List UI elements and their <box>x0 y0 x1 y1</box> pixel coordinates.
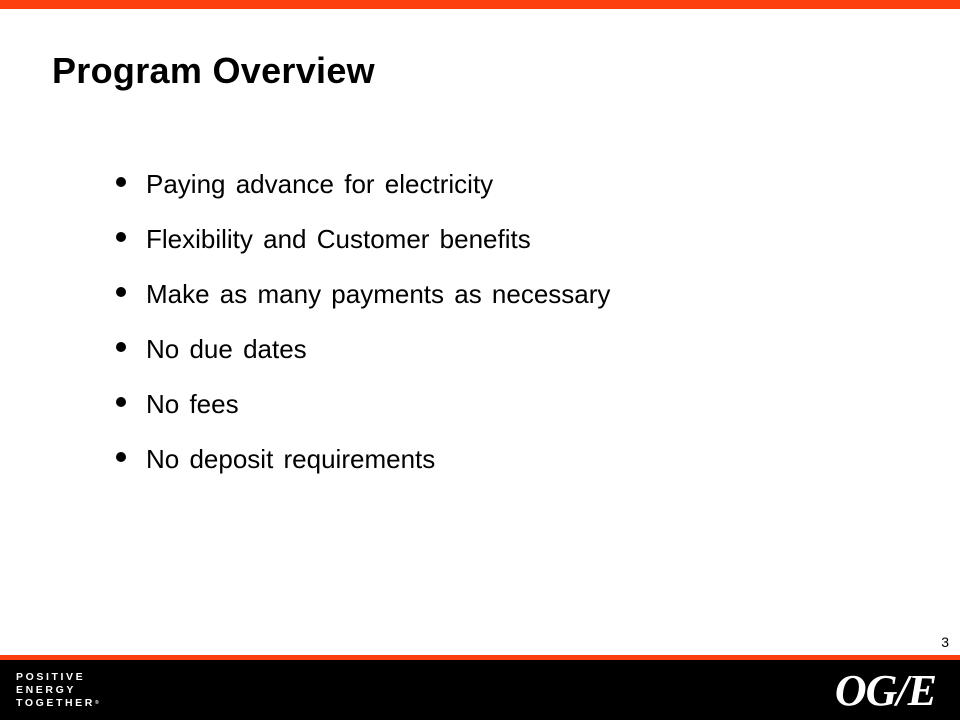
bullet-dot-icon <box>116 232 126 242</box>
bullet-item <box>116 435 610 490</box>
footer-accent-stripe <box>0 655 960 660</box>
bullet-dot-icon <box>116 397 126 407</box>
bullet-dot-icon <box>116 452 126 462</box>
bullet-item <box>116 325 610 380</box>
tagline-line: TOGETHER® <box>16 697 99 709</box>
bullet-text: Make as many payments as necessary <box>146 279 611 309</box>
registered-mark: ® <box>94 700 99 706</box>
bullet-item <box>116 160 610 215</box>
bullet-list <box>116 160 610 490</box>
bullet-dot-icon <box>116 177 126 187</box>
tagline-logo <box>16 671 99 710</box>
top-accent-bar <box>0 0 960 9</box>
bullet-text: No due dates <box>146 334 307 364</box>
bullet-item <box>116 270 610 325</box>
bullet-dot-icon <box>116 287 126 297</box>
bullet-text: Flexibility and Customer benefits <box>146 224 531 254</box>
bullet-text: No deposit requirements <box>146 444 436 474</box>
tagline-line: ENERGY <box>16 684 76 696</box>
page-number: 3 <box>941 634 949 650</box>
slide-title: Program Overview <box>52 50 375 91</box>
bullet-item <box>116 380 610 435</box>
tagline-line: POSITIVE <box>16 671 86 683</box>
bullet-text: Paying advance for electricity <box>146 169 494 199</box>
company-logo: OG/E <box>834 666 936 715</box>
bullet-text: No fees <box>146 389 239 419</box>
bullet-item <box>116 215 610 270</box>
footer-band <box>0 655 960 720</box>
bullet-dot-icon <box>116 342 126 352</box>
